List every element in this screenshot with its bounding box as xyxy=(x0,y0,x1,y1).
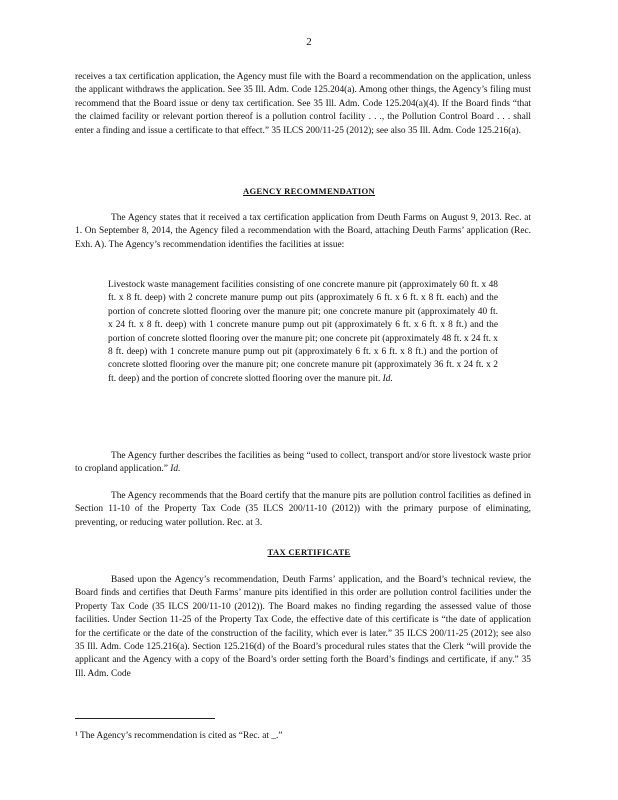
quote-citation: Id. xyxy=(382,373,393,384)
paragraph-agency-describes xyxy=(75,450,531,477)
block-quote-facilities xyxy=(108,279,498,386)
paragraph-agency-recommends: The Agency recommends that the Board certify that the manure pits are pollution control facilities as defined in Section 11-10 of the Property Tax Code (35 ILCS 200/11-10 (2012)) with the primary purpose of eliminating, preventing, or reducing water pollution. Rec. at 3. xyxy=(75,491,531,528)
footnote: ¹ The Agency’s recommendation is cited as “Rec. at _.” xyxy=(75,731,283,741)
paragraph-text: The Agency further describes the facilities as being “used to collect, transport and/or store livestock waste prior to cropland application.” xyxy=(75,451,531,475)
heading-agency-recommendation xyxy=(0,186,618,196)
heading-text: AGENCY RECOMMENDATION xyxy=(242,186,376,196)
paragraph-agency-states: The Agency states that it received a tax certification application from Deuth Farms on August 9, 2013. Rec. at 1. On September 8, 2014, the Agency filed a recommendation with the Board, attaching Deuth Farms’ application (Rec. Exh. A). The Agency’s recommendation identifies the facilities at issue: xyxy=(75,213,531,250)
heading-tax-certificate xyxy=(0,547,618,557)
footnote-divider xyxy=(75,718,215,719)
page-number: 2 xyxy=(306,36,312,48)
citation: Id. xyxy=(170,464,181,475)
paragraph-intro: receives a tax certification application, the Agency must file with the Board a recommendation on the application, unless the applicant withdraws the application. See 35 Ill. Adm. Code 125.204(a). Among other things, the Agency’s filing must recommend that the Board issue or deny tax certification. See 35 Ill. Adm. Code 125.204(a)(4). If the Board finds “that the claimed facility or relevant portion thereof is a pollution control facility . . ., the Pollution Control Board . . . shall enter a finding and issue a certificate to that effect.” 35 ILCS 200/11-25 (2012); see also 35 Ill. Adm. Code 125.216(a). xyxy=(75,72,531,136)
paragraph-tax-certificate: Based upon the Agency’s recommendation, Deuth Farms’ application, and the Board’s technical review, the Board finds and certifies that Deuth Farms’ manure pits identified in this order are pollution control facilities under the Property Tax Code (35 ILCS 200/11-10 (2012)). The Board makes no finding regarding the assessed value of those facilities. Under Section 11-25 of the Property Tax Code, the effective date of this certificate is “the date of application for the certificate or the date of the construction of the facility, which ever is later.” 35 ILCS 200/11-25 (2012); see also 35 Ill. Adm. Code 125.216(a). Section 125.216(d) of the Board’s procedural rules states that the Clerk “will provide the applicant and the Agency with a copy of the Board’s order setting forth the Board’s findings and certificate, if any.” 35 Ill. Adm. Code xyxy=(75,575,531,679)
quote-text: Livestock waste management facilities consisting of one concrete manure pit (approximately 60 ft. x 48 ft. x 8 ft. deep) with 2 concrete manure pump out pits (approximately 6 ft. x 6 ft. x 8 ft. each) and the portion of concrete slotted flooring over the manure pit; one concrete manure pit (approximately 40 ft. x 24 ft. x 8 ft. deep) with 1 concrete manure pump out pit (approximately 6 ft. x 6 ft. x 8 ft.) and the portion of concrete slotted flooring over the manure pit; one concrete pit (approximately 48 ft. x 24 ft. x 8 ft. deep) with 1 concrete manure pump out pit (approximately 6 ft. x 6 ft. x 8 ft.) and the portion of concrete slotted flooring over the manure pit; one concrete manure pit (approximately 36 ft. x 24 ft. x 2 ft. deep) and the portion of concrete slotted flooring over the manure pit. xyxy=(108,280,498,384)
heading-text: TAX CERTIFICATE xyxy=(267,547,351,557)
